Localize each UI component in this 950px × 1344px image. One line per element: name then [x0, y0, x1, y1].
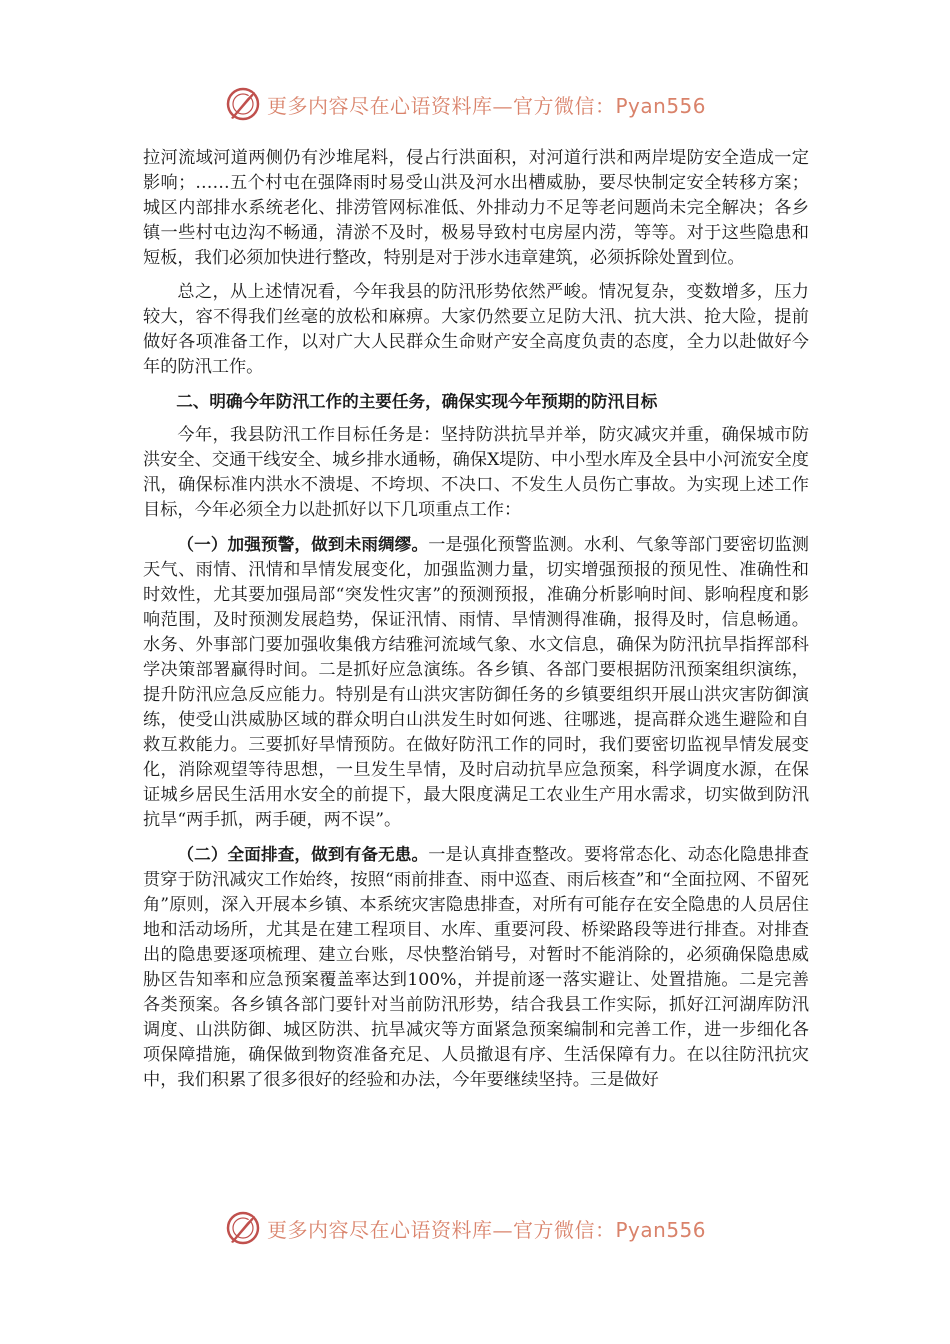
- paragraph: 总之，从上述情况看，今年我县的防汛形势依然严峻。情况复杂，变数增多，压力较大，容不得我们丝毫的放松和麻痹。大家仍然要立足防大汛、抗大洪、抢大险，提前做好各项准备工作，以对广大人民群众生命财产安全高度负责的态度，全力以赴做好今年的防汛工作。: [143, 282, 809, 377]
- subsection-body: 一是认真排查整改。要将常态化、动态化隐患排查贯穿于防汛减灾工作始终，按照“雨前排查、雨中巡查、雨后核查”和“全面拉网、不留死角”原则，深入开展本乡镇、本系统灾害隐患排查，对所有可能存在安全隐患的人员居住地和活动场所，尤其是在建工程项目、水库、重要河段、桥梁路段等进行排查。对排查出的隐患要逐项梳理、建立台账，尽快整治销号，对暂时不能消除的，必须确保隐患威胁区告知率和应急预案覆盖率达到100%，并提前逐一落实避让、处置措施。二是完善各类预案。各乡镇各部门要针对当前防汛形势，结合我县工作实际，抓好江河湖库防汛调度、山洪防御、城区防洪、抗旱减灾等方面紧急预案编制和完善工作，进一步细化各项保障措施，确保做到物资准备充足、人员撤退有序、生活保障有力。在以往防汛抗灾中，我们积累了很多很好的经验和办法，今年要继续坚持。三是做好: [143, 845, 809, 1090]
- paragraph: 今年，我县防汛工作目标任务是：坚持防洪抗旱并举，防灾减灾并重，确保城市防洪安全、交通干线安全、城乡排水通畅，确保X堤防、中小型水库及全县中小河流安全度汛，确保标准内洪水不溃堤、不垮坝、不决口、不发生人员伤亡事故。为实现上述工作目标，今年必须全力以赴抓好以下几项重点工作：: [143, 425, 809, 520]
- header-banner: [225, 84, 745, 124]
- quill-seal-icon: [225, 1210, 261, 1246]
- banner-text: 更多内容尽在心语资料库—官方微信：Pyan556: [267, 1217, 707, 1242]
- wechat-id: Pyan556: [615, 1217, 707, 1242]
- subsection-title: （一）加强预警，做到未雨绸缪。: [177, 535, 429, 554]
- wechat-id: Pyan556: [615, 93, 707, 118]
- subsection-title: （二）全面排查，做到有备无患。: [177, 845, 429, 864]
- paragraph: [143, 532, 809, 833]
- footer-banner: [225, 1208, 745, 1248]
- paragraph: [143, 842, 809, 1093]
- subsection-body: 一是强化预警监测。水利、气象等部门要密切监测天气、雨情、汛情和旱情发展变化，加强监测力量，切实增强预报的预见性、准确性和时效性，尤其要加强局部“突发性灾害”的预测预报，准确分析影响时间、影响程度和影响范围，及时预测发展趋势，保证汛情、雨情、旱情测得准确，报得及时，信息畅通。水务、外事部门要加强收集俄方结雅河流域气象、水文信息，确保为防汛抗旱指挥部科学决策部署赢得时间。二是抓好应急演练。各乡镇、各部门要根据防汛预案组织演练，提升防汛应急反应能力。特别是有山洪灾害防御任务的乡镇要组织开展山洪灾害防御演练，使受山洪威胁区域的群众明白山洪发生时如何逃、往哪逃，提高群众逃生避险和自救互救能力。三要抓好旱情预防。在做好防汛工作的同时，我们要密切监视旱情发展变化，消除观望等待思想，一旦发生旱情，及时启动抗旱应急预案，科学调度水源，在保证城乡居民生活用水安全的前提下，最大限度满足工农业生产用水需求，切实做到防汛抗旱“两手抓，两手硬，两不误”。: [143, 535, 809, 830]
- paragraph: 拉河流域河道两侧仍有沙堆尾料，侵占行洪面积，对河道行洪和两岸堤防安全造成一定影响；……五个村屯在强降雨时易受山洪及河水出槽威胁，要尽快制定安全转移方案；城区内部排水系统老化、排涝管网标准低、外排动力不足等老问题尚未完全解决；各乡镇一些村屯边沟不畅通，清淤不及时，极易导致村屯房屋内涝，等等。对于这些隐患和短板，我们必须加快进行整改，特别是对于涉水违章建筑，必须拆除处置到位。: [143, 148, 809, 268]
- banner-text: 更多内容尽在心语资料库—官方微信：Pyan556: [267, 93, 707, 118]
- section-heading: 二、明确今年防汛工作的主要任务，确保实现今年预期的防汛目标: [176, 392, 658, 411]
- quill-seal-icon: [225, 86, 261, 122]
- document-body: [143, 146, 809, 1093]
